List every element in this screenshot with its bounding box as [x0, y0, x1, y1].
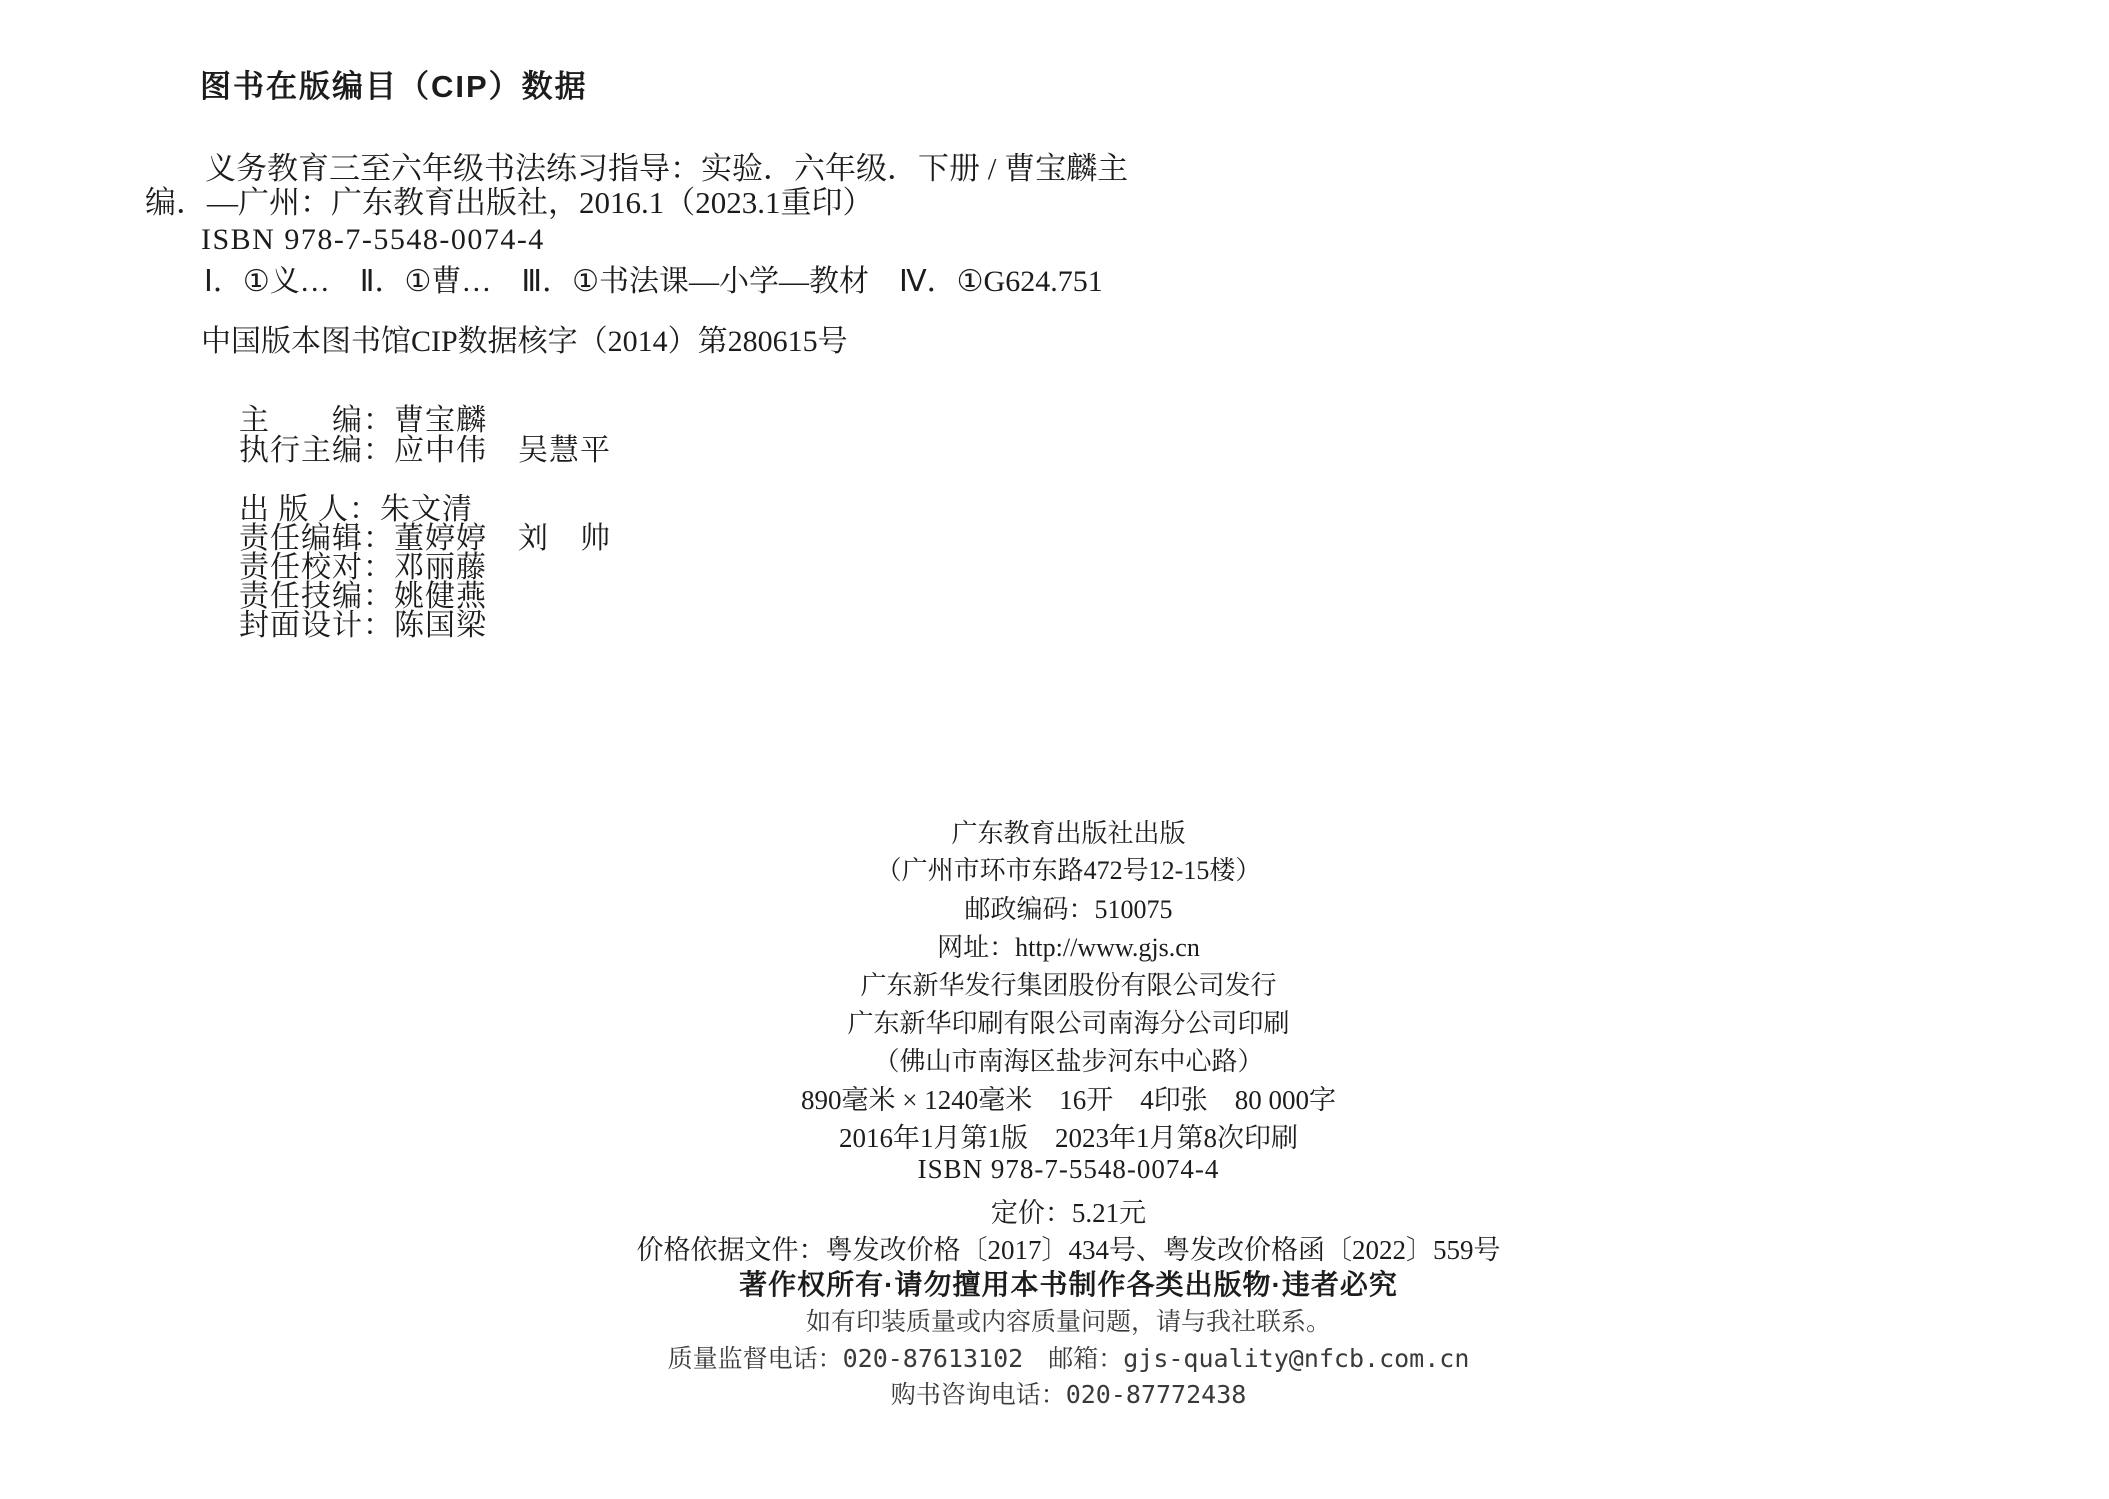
cip-catalog-line: Ⅰ．①义… Ⅱ．①曹… Ⅲ．①书法课—小学—教材 Ⅳ．①G624.751 [204, 265, 1103, 298]
staff-name: 陈国梁 [394, 608, 487, 642]
staff-role-label: 责任技编： [239, 579, 394, 613]
isbn-line: ISBN 978-7-5548-0074-4 [917, 1154, 1220, 1184]
cip-title-line-1: 义务教育三至六年级书法练习指导：实验．六年级．下册 / 曹宝麟主 [205, 151, 1129, 186]
publisher-address: （广州市环市东路472号12-15楼） [875, 856, 1262, 885]
distributor-line: 广东新华发行集团股份有限公司发行 [860, 971, 1277, 1000]
printer-address: （佛山市南海区盐步河东中心路） [873, 1047, 1264, 1076]
staff-name: 曹宝麟 [394, 403, 487, 437]
printer-line: 广东新华印刷有限公司南海分公司印刷 [847, 1009, 1290, 1038]
staff-row-cover-designer [205, 571, 487, 681]
cip-header: 图书在版编目（CIP）数据 [200, 69, 588, 104]
website-line: 网址：http://www.gjs.cn [937, 933, 1200, 962]
price-basis-line: 价格依据文件：粤发改价格〔2017〕434号、粤发改价格函〔2022〕559号 [636, 1235, 1501, 1265]
staff-role-label: 责任编辑： [239, 521, 394, 555]
cip-title-line-2: 编．—广州：广东教育出版社，2016.1（2023.1重印） [145, 185, 874, 220]
format-line: 890毫米 × 1240毫米 16开 4印张 80 000字 [801, 1085, 1336, 1115]
staff-role-label: 主 编： [239, 403, 394, 437]
publisher-line: 广东教育出版社出版 [951, 819, 1186, 848]
copyright-notice: 著作权所有·请勿擅用本书制作各类出版物·违者必究 [739, 1269, 1398, 1300]
staff-name: 姚健燕 [394, 579, 487, 613]
quality-contact-line: 质量监督电话：020-87613102 邮箱：gjs-quality@nfcb.com.cn [667, 1344, 1470, 1373]
staff-name: 董婷婷 刘 帅 [394, 521, 611, 555]
staff-role-label: 责任校对： [239, 550, 394, 584]
staff-role-label: 执行主编： [239, 433, 394, 467]
cip-isbn: ISBN 978-7-5548-0074-4 [201, 223, 545, 256]
price-line: 定价：5.21元 [990, 1198, 1147, 1228]
cip-record-number: 中国版本图书馆CIP数据核字（2014）第280615号 [201, 325, 848, 358]
staff-name: 邓丽藤 [394, 550, 487, 584]
staff-name: 应中伟 吴慧平 [394, 433, 611, 467]
staff-role-label: 出 版 人： [239, 492, 380, 526]
staff-role-label: 封面设计： [239, 608, 394, 642]
quality-note: 如有印装质量或内容质量问题，请与我社联系。 [805, 1309, 1331, 1336]
staff-name: 朱文清 [380, 492, 473, 526]
edition-line: 2016年1月第1版 2023年1月第8次印刷 [839, 1123, 1298, 1153]
postcode-line: 邮政编码：510075 [964, 895, 1173, 924]
purchase-contact-line: 购书咨询电话：020-87772438 [890, 1380, 1247, 1409]
